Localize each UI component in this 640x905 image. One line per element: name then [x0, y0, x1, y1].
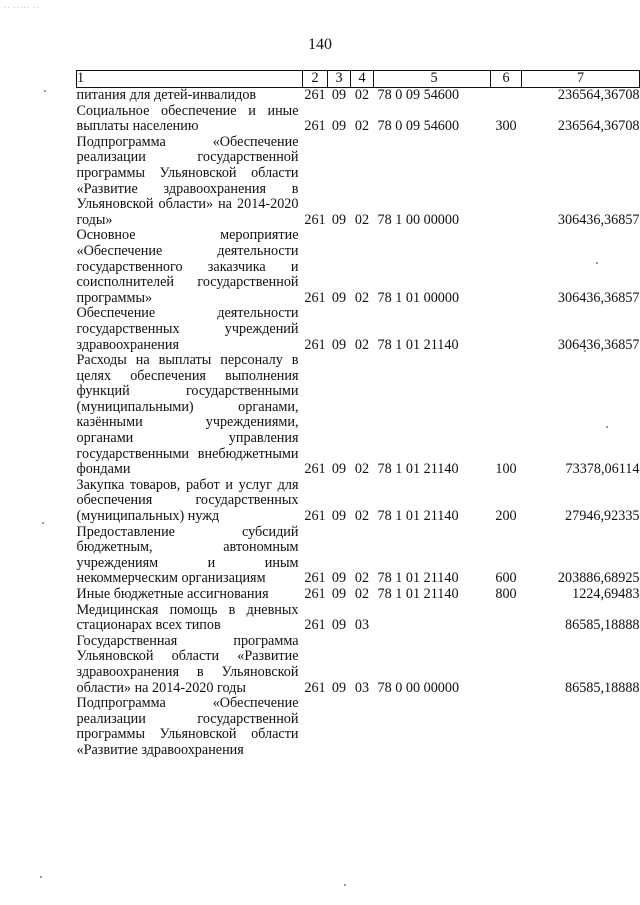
subsection-code: 02	[354, 336, 370, 353]
table-row	[77, 634, 640, 696]
target-article-code: 78 1 01 00000	[377, 289, 460, 306]
target-article-code: 78 1 01 21140	[377, 570, 459, 587]
target-article-code	[374, 603, 491, 634]
table-row	[77, 478, 640, 525]
expense-type-code	[491, 306, 522, 353]
row-description: Основное мероприятие «Обеспечение деятельности государственного заказчика и соисполнителей государственной программы»	[76, 227, 299, 306]
section-code: 09	[331, 586, 347, 602]
subsection-code: 02	[354, 461, 370, 478]
table-row	[77, 525, 640, 587]
chapter-code	[303, 696, 328, 758]
table-row	[77, 306, 640, 353]
column-header: 1	[77, 71, 303, 88]
expense-type-code: 800	[495, 586, 517, 602]
target-article-code: 78 1 01 21140	[377, 336, 459, 353]
table-row	[77, 88, 640, 104]
target-article-code: 78 1 00 00000	[377, 211, 460, 228]
row-description: Иные бюджетные ассигнования	[76, 586, 269, 602]
chapter-code: 261	[304, 118, 326, 135]
table-body	[77, 88, 640, 759]
target-article-code: 78 1 01 21140	[377, 508, 459, 525]
column-header: 7	[522, 71, 640, 88]
expense-type-code	[491, 696, 522, 758]
column-header: 2	[303, 71, 328, 88]
target-article-code: 78 1 01 21140	[377, 586, 459, 602]
amount: 306436,36857	[557, 336, 640, 353]
amount: 203886,68925	[557, 570, 640, 587]
row-description: Социальное обеспечение и иные выплаты населению	[76, 102, 299, 135]
scan-speck	[40, 876, 42, 878]
row-description: Предоставление субсидий бюджетным, автономным учреждениям и иным некоммерческим организациям	[76, 523, 299, 587]
amount: 236564,36708	[557, 118, 640, 135]
section-code: 09	[331, 87, 347, 103]
expense-type-code	[491, 228, 522, 306]
table-row	[77, 135, 640, 229]
table-row	[77, 104, 640, 135]
page-number: 140	[308, 36, 332, 53]
section-code: 09	[331, 211, 347, 228]
column-header: 5	[374, 71, 491, 88]
chapter-code: 261	[304, 87, 326, 103]
section-code: 09	[331, 461, 347, 478]
expense-type-code	[491, 603, 522, 634]
subsection-code	[351, 696, 374, 758]
column-header: 4	[351, 71, 374, 88]
row-description: Подпрограмма «Обеспечение реализации государственной программы Ульяновской области «Развитие здравоохранения	[76, 695, 299, 758]
amount: 306436,36857	[557, 289, 640, 306]
expense-type-code: 600	[495, 570, 517, 587]
table-row	[77, 228, 640, 306]
row-description: Расходы на выплаты персоналу в целях обеспечения выполнения функций государственными (муниципальными) органами, казёнными учреждениями, органами управления государственными внебюджетными фондами	[76, 352, 299, 478]
section-code: 09	[331, 617, 347, 634]
target-article-code: 78 0 09 54600	[377, 118, 460, 135]
amount: 27946,92335	[565, 508, 640, 525]
section-code: 09	[331, 289, 347, 306]
chapter-code: 261	[304, 586, 326, 602]
amount: 86585,18888	[565, 679, 640, 696]
expense-type-code: 100	[495, 461, 517, 478]
scan-corner-mark: ·· ····· ··	[4, 4, 40, 12]
section-code	[328, 696, 351, 758]
amount: 1224,69483	[572, 586, 640, 602]
chapter-code: 261	[304, 679, 326, 696]
section-code: 09	[331, 679, 347, 696]
chapter-code: 261	[304, 570, 326, 587]
subsection-code: 02	[354, 118, 370, 135]
section-code: 09	[331, 570, 347, 587]
column-header: 6	[491, 71, 522, 88]
chapter-code: 261	[304, 289, 326, 306]
subsection-code: 02	[354, 508, 370, 525]
table-row	[77, 587, 640, 603]
amount: 236564,36708	[557, 87, 640, 103]
expense-type-code	[491, 88, 522, 104]
amount: 306436,36857	[557, 211, 640, 228]
subsection-code: 02	[354, 211, 370, 228]
chapter-code: 261	[304, 508, 326, 525]
table-header-row	[77, 71, 640, 88]
scan-speck	[42, 522, 44, 524]
amount	[522, 696, 640, 758]
section-code: 09	[331, 336, 347, 353]
expense-type-code	[491, 135, 522, 229]
expense-type-code	[491, 634, 522, 696]
row-description: Закупка товаров, работ и услуг для обеспечения государственных (муниципальных) нужд	[76, 476, 299, 525]
row-description: питания для детей-инвалидов	[76, 87, 257, 103]
row-description: Обеспечение деятельности государственных учреждений здравоохранения	[76, 305, 299, 353]
chapter-code: 261	[304, 336, 326, 353]
target-article-code: 78 0 09 54600	[377, 87, 460, 103]
budget-table	[76, 70, 640, 759]
subsection-code: 02	[354, 586, 370, 602]
row-description: Государственная программа Ульяновской области «Развитие здравоохранения в Ульяновской области» на 2014-2020 годы	[76, 632, 299, 696]
subsection-code: 02	[354, 87, 370, 103]
scan-speck	[44, 90, 46, 92]
table-row	[77, 353, 640, 478]
amount: 86585,18888	[565, 617, 640, 634]
expense-type-code: 300	[495, 118, 517, 135]
chapter-code: 261	[304, 617, 326, 634]
subsection-code: 02	[354, 289, 370, 306]
section-code: 09	[331, 118, 347, 135]
section-code: 09	[331, 508, 347, 525]
scan-speck	[344, 884, 346, 886]
expense-type-code: 200	[495, 508, 517, 525]
table-row	[77, 603, 640, 634]
column-header: 3	[328, 71, 351, 88]
table-row	[77, 696, 640, 758]
target-article-code: 78 0 00 00000	[377, 679, 460, 696]
subsection-code: 03	[354, 617, 370, 634]
row-description: Медицинская помощь в дневных стационарах всех типов	[76, 601, 299, 634]
subsection-code: 02	[354, 570, 370, 587]
subsection-code: 03	[354, 679, 370, 696]
chapter-code: 261	[304, 461, 326, 478]
target-article-code	[374, 696, 491, 758]
amount: 73378,06114	[565, 461, 640, 478]
chapter-code: 261	[304, 211, 326, 228]
target-article-code: 78 1 01 21140	[377, 461, 459, 478]
row-description: Подпрограмма «Обеспечение реализации государственной программы Ульяновской области «Развитие здравоохранения в Ульяновской области» на 2014-2020 годы»	[76, 133, 299, 228]
